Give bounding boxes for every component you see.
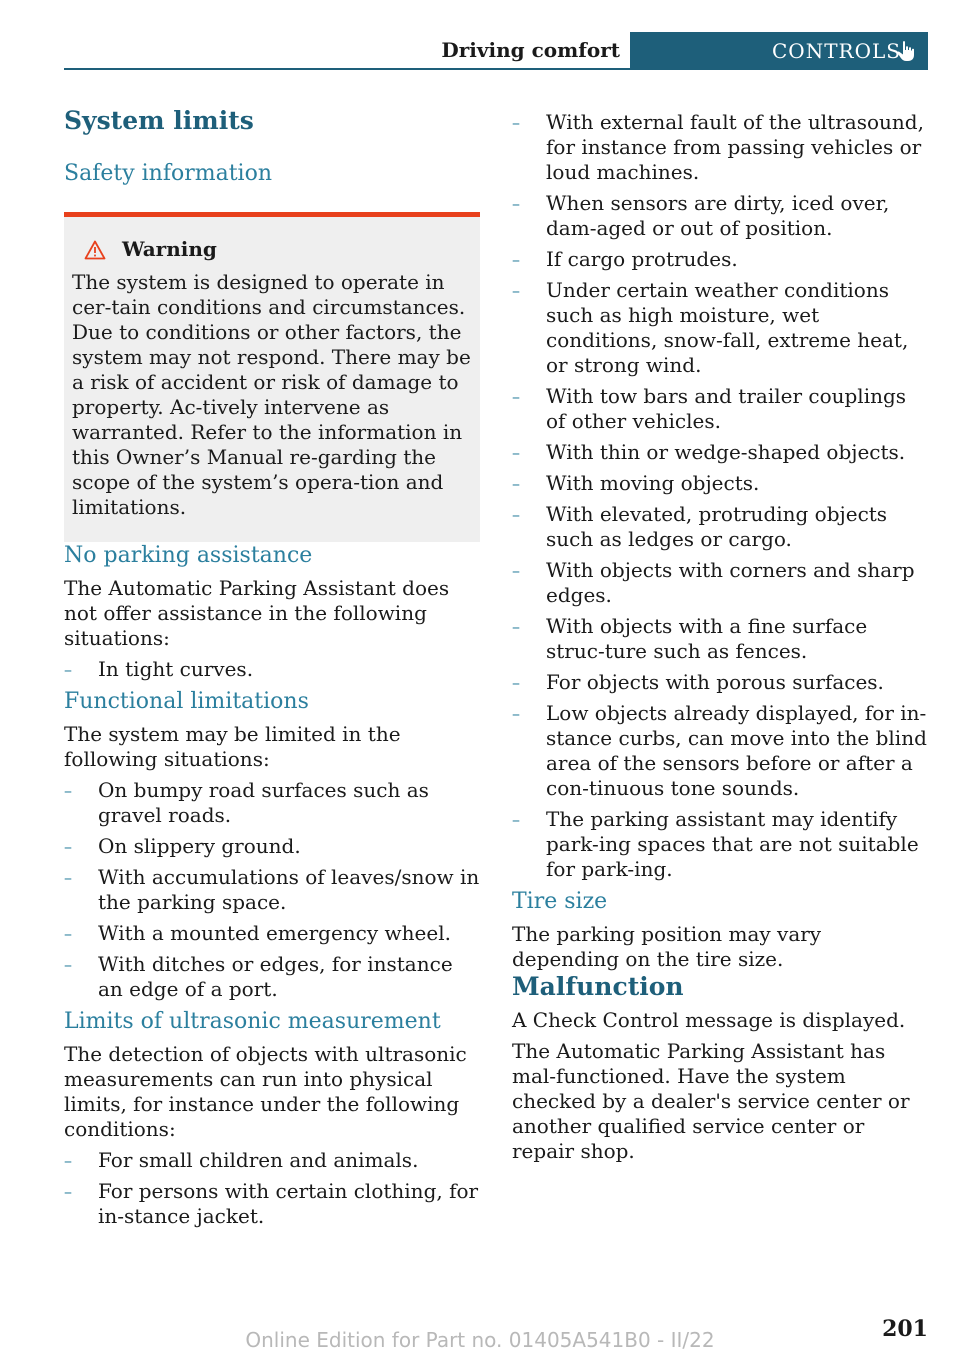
heading-no-parking-assistance: No parking assistance <box>64 543 313 568</box>
ultrasonic-list <box>64 1148 480 1229</box>
list-item: – With ditches or edges, for instance an edge of a port. <box>64 952 480 1002</box>
right-column <box>512 110 928 1164</box>
list-item: – In tight curves. <box>64 657 480 682</box>
header-rule <box>64 68 928 70</box>
malfunction-text-1: A Check Control message is displayed. <box>512 1008 906 1032</box>
warning-label: Warning <box>122 237 217 261</box>
list-item: – When sensors are dirty, iced over, dam-aged or out of position. <box>512 191 928 241</box>
heading-functional-limitations: Functional limitations <box>64 689 309 714</box>
list-item: – With external fault of the ultrasound, for instance from passing vehicles or loud machines. <box>512 110 928 185</box>
malfunction-text-2: The Automatic Parking Assistant has mal-functioned. Have the system checked by a dealer's service center or another qualified service center or repair shop. <box>512 1039 910 1163</box>
no-parking-text: The Automatic Parking Assistant does not offer assistance in the following situations: <box>64 576 450 650</box>
heading-malfunction: Malfunction <box>512 972 684 1001</box>
footer-edition: Online Edition for Part no. 01405A541B0 - II/22 <box>245 1328 715 1352</box>
list-item: – The parking assistant may identify park-ing spaces that are not suitable for park-ing. <box>512 807 928 882</box>
list-item: – On slippery ground. <box>64 834 480 859</box>
heading-limits-ultrasonic: Limits of ultrasonic measurement <box>64 1009 441 1034</box>
list-item: – With objects with a fine surface struc-ture such as fences. <box>512 614 928 664</box>
tire-size-text: The parking position may vary depending on the tire size. <box>512 922 822 971</box>
heading-tire-size: Tire size <box>512 889 608 914</box>
page-number: 201 <box>882 1316 928 1342</box>
no-parking-list <box>64 657 480 682</box>
heading-safety-information: Safety information <box>64 161 272 186</box>
list-item: – With tow bars and trailer couplings of other vehicles. <box>512 384 928 434</box>
header-chapter-tab[interactable] <box>630 32 928 70</box>
list-item: – For small children and animals. <box>64 1148 480 1173</box>
ultrasonic-list-continued <box>512 110 928 882</box>
hand-pointer-icon <box>896 40 916 62</box>
page-header <box>64 32 928 70</box>
left-column <box>64 106 480 1235</box>
functional-text: The system may be limited in the following situations: <box>64 722 401 771</box>
warning-triangle-icon <box>84 240 106 260</box>
list-item: – With accumulations of leaves/snow in the parking space. <box>64 865 480 915</box>
list-item: – For objects with porous surfaces. <box>512 670 928 695</box>
list-item: – With elevated, protruding objects such as ledges or cargo. <box>512 502 928 552</box>
list-item: – With a mounted emergency wheel. <box>64 921 480 946</box>
list-item: – With thin or wedge-shaped objects. <box>512 440 928 465</box>
list-item: – For persons with certain clothing, for in-stance jacket. <box>64 1179 480 1229</box>
list-item: – On bumpy road surfaces such as gravel roads. <box>64 778 480 828</box>
section-title-system-limits: System limits <box>64 106 254 135</box>
header-section-title: Driving comfort <box>441 38 620 62</box>
list-item: – Low objects already displayed, for in-stance curbs, can move into the blind area of the sensors before or after a con-tinuous tone sounds. <box>512 701 928 801</box>
warning-box <box>64 212 480 542</box>
list-item: – Under certain weather conditions such as high moisture, wet conditions, snow-fall, extreme heat, or strong wind. <box>512 278 928 378</box>
warning-header <box>72 237 472 262</box>
warning-text: The system is designed to operate in cer-tain conditions and circumstances. Due to conditions or other factors, the system may not respond. There may be a risk of accident or risk of damage to property. Ac-tively intervene as warranted. Refer to the information in this Owner’s Manual re-garding the scope of the system’s opera-tion and limitations. <box>72 270 471 519</box>
ultrasonic-text: The detection of objects with ultrasonic measurements can run into physical limits, for instance under the following conditions: <box>64 1042 467 1141</box>
list-item: – With objects with corners and sharp edges. <box>512 558 928 608</box>
list-item: – With moving objects. <box>512 471 928 496</box>
list-item: – If cargo protrudes. <box>512 247 928 272</box>
header-chapter-label: CONTROLS <box>772 39 901 63</box>
functional-list <box>64 778 480 1002</box>
